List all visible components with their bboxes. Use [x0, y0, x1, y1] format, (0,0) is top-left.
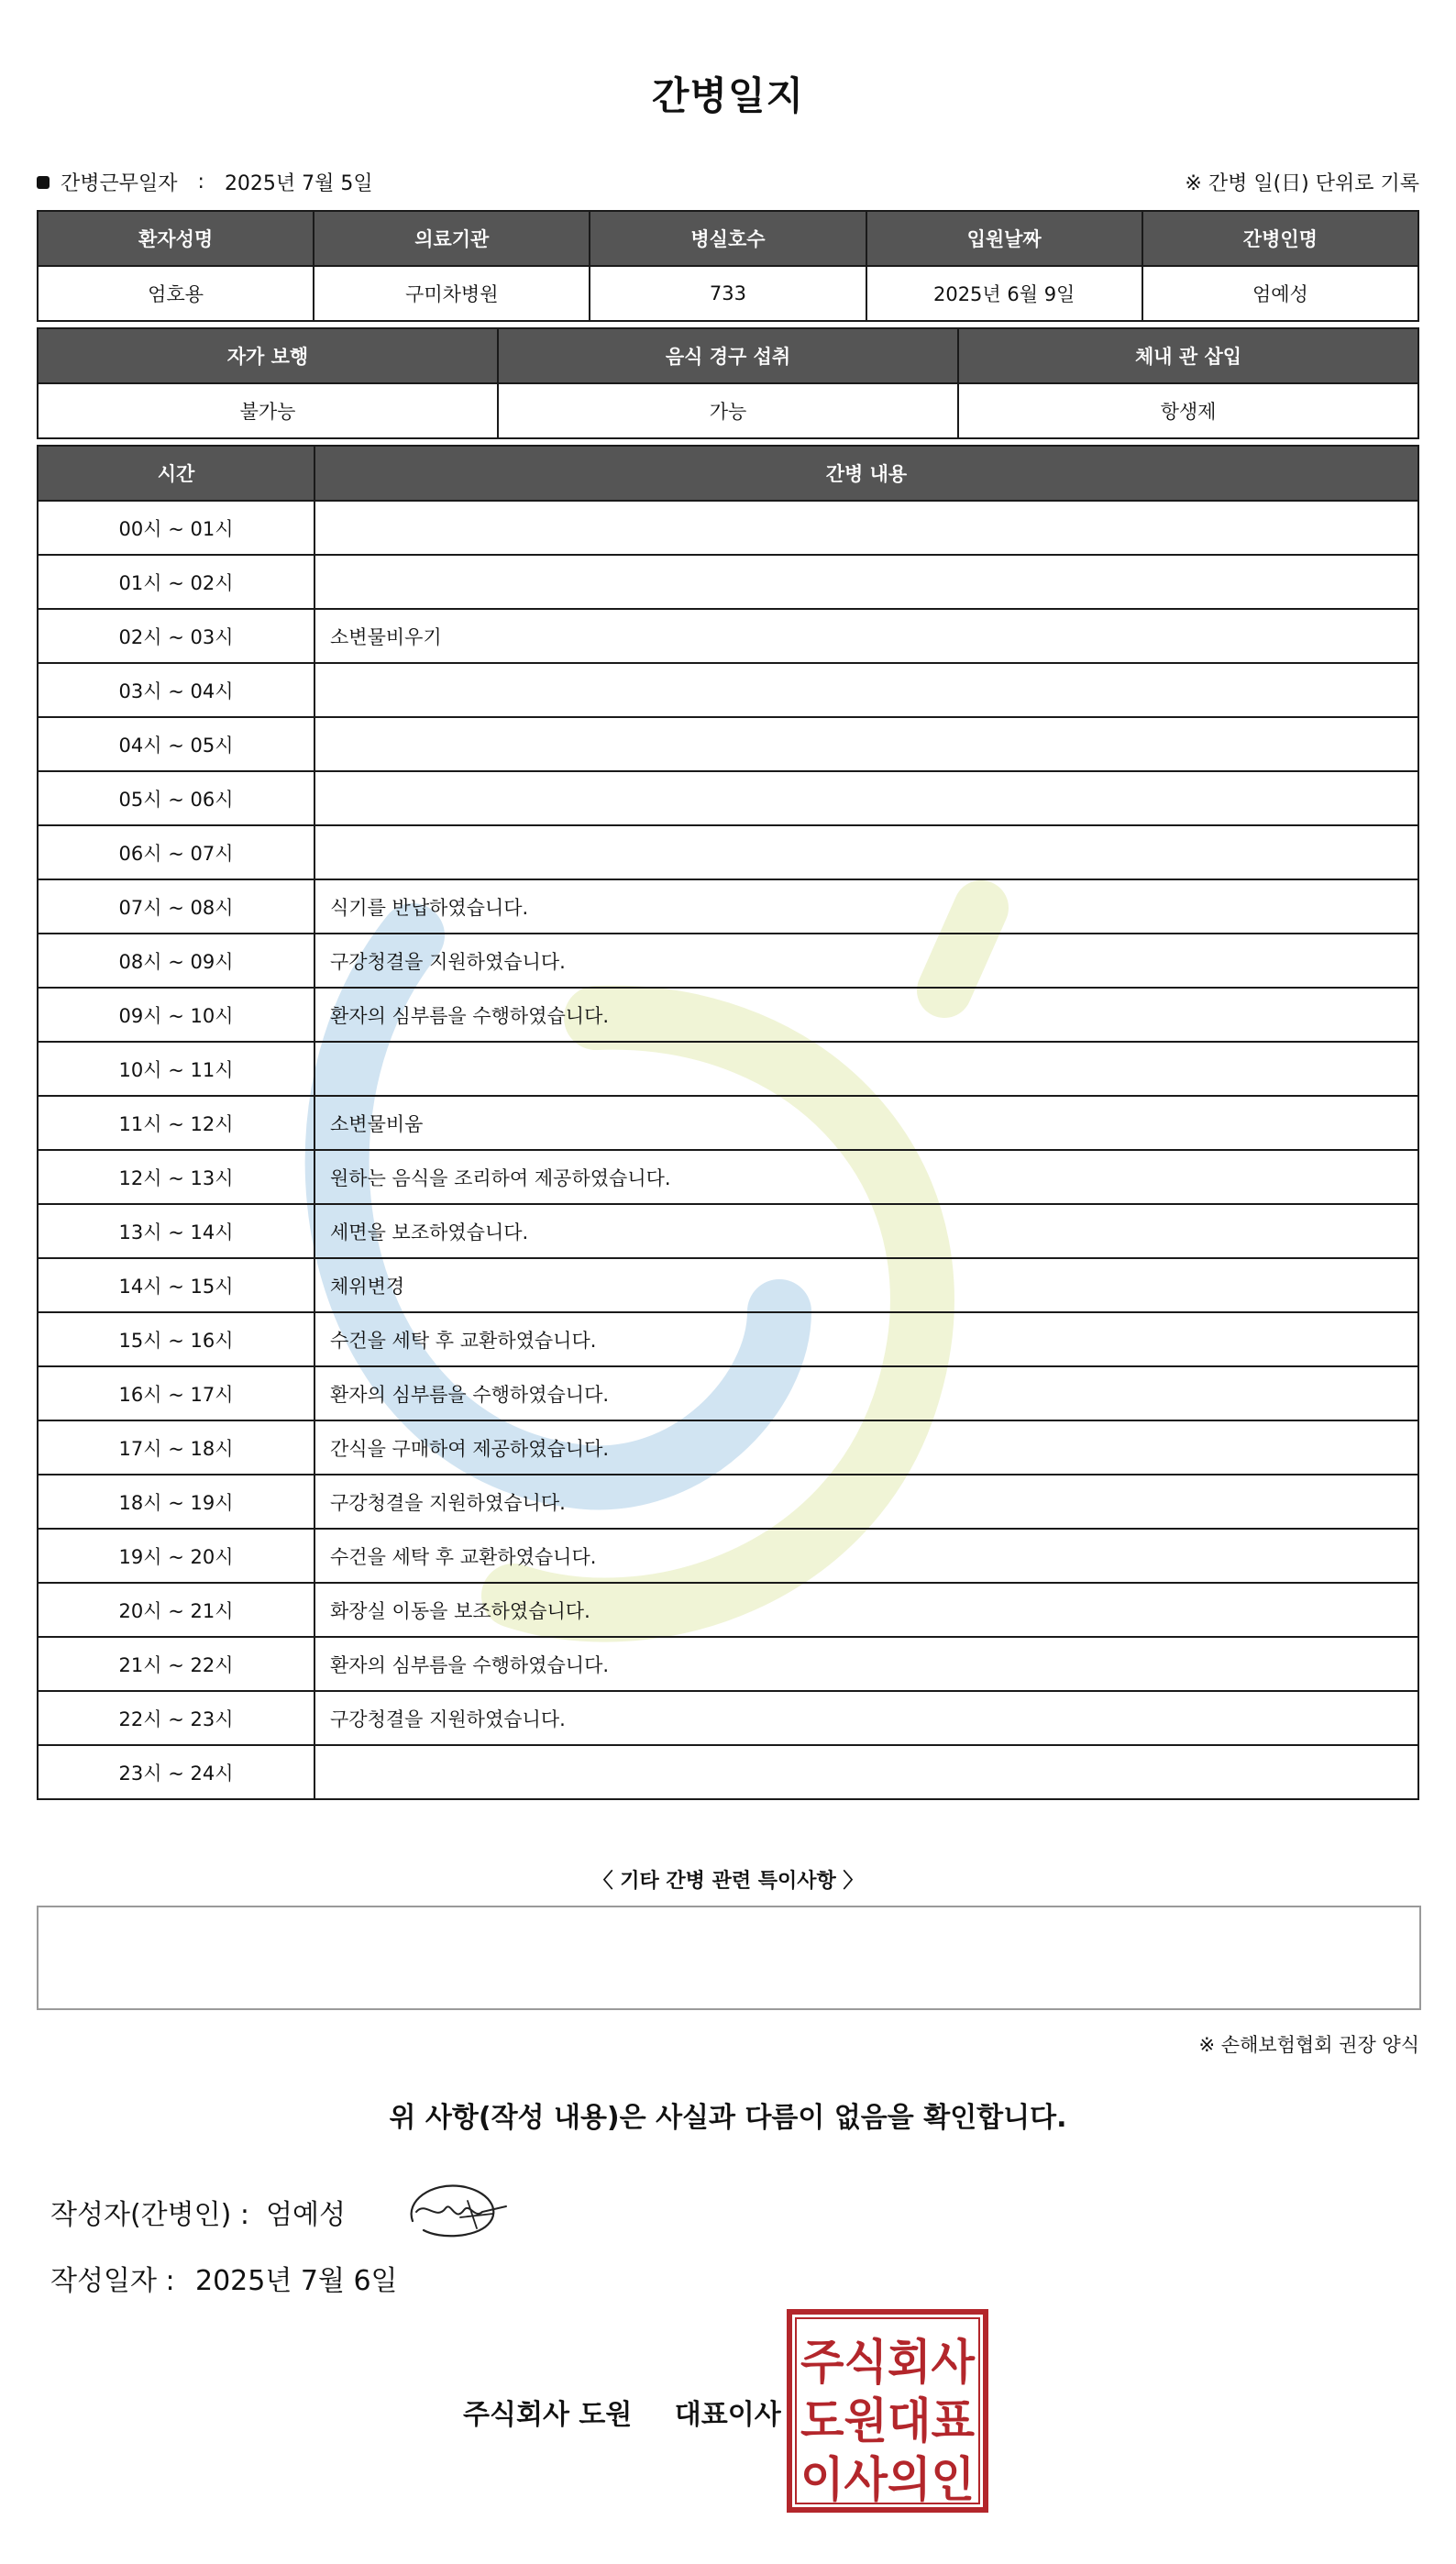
care-log-content: [314, 555, 1418, 609]
care-log-time: 20시 ~ 21시: [38, 1583, 314, 1637]
care-log-content: [314, 825, 1418, 879]
care-log-content: [314, 717, 1418, 771]
care-log-time: 13시 ~ 14시: [38, 1204, 314, 1258]
header-self-walking: 자가 보행: [38, 328, 498, 383]
page-title: 간병일지: [651, 73, 805, 118]
hospital-value: 구미차병원: [314, 266, 590, 321]
care-log-row: [38, 501, 1418, 555]
care-log-time: 01시 ~ 02시: [38, 555, 314, 609]
care-log-content: 구강청결을 지원하였습니다.: [314, 934, 1418, 988]
signature-icon: [403, 2173, 513, 2247]
written-date-value: 2025년 7월 6일: [195, 2265, 398, 2297]
care-log-row: [38, 1637, 1418, 1691]
care-log-time: 15시 ~ 16시: [38, 1312, 314, 1366]
care-log-time: 17시 ~ 18시: [38, 1420, 314, 1475]
care-log-row: [38, 717, 1418, 771]
care-log-content: [314, 1042, 1418, 1096]
care-log-content: 수건을 세탁 후 교환하였습니다.: [314, 1529, 1418, 1583]
care-log-time: 03시 ~ 04시: [38, 663, 314, 717]
care-log-time: 00시 ~ 01시: [38, 501, 314, 555]
care-log-time: 10시 ~ 11시: [38, 1042, 314, 1096]
care-log-row: [38, 825, 1418, 879]
work-date-value: 2025년 7월 5일: [224, 172, 373, 195]
care-log-time: 19시 ~ 20시: [38, 1529, 314, 1583]
care-log-time: 12시 ~ 13시: [38, 1150, 314, 1204]
care-log-content: 화장실 이동을 보조하였습니다.: [314, 1583, 1418, 1637]
care-log-time: 08시 ~ 09시: [38, 934, 314, 988]
care-log-time: 18시 ~ 19시: [38, 1475, 314, 1529]
care-log-row: [38, 1204, 1418, 1258]
header-time: 시간: [38, 446, 314, 501]
work-date-separator: :: [197, 171, 204, 193]
care-log-content: 세면을 보조하였습니다.: [314, 1204, 1418, 1258]
notes-box: [37, 1906, 1421, 2010]
care-log-time: 07시 ~ 08시: [38, 879, 314, 934]
care-log-content: 원하는 음식을 조리하여 제공하였습니다.: [314, 1150, 1418, 1204]
room-number-value: 733: [590, 266, 866, 321]
care-log-row: [38, 663, 1418, 717]
care-log-row: [38, 1096, 1418, 1150]
care-log-content: 소변물비우기: [314, 609, 1418, 663]
header-oral-intake: 음식 경구 섭취: [498, 328, 958, 383]
patient-status-value-row: [38, 383, 1418, 438]
admission-date-value: 2025년 6월 9일: [866, 266, 1142, 321]
care-log-content: [314, 1745, 1418, 1799]
care-log-time: 16시 ~ 17시: [38, 1366, 314, 1420]
company-representative-title: 대표이사: [674, 2399, 781, 2431]
company-name: 주식회사 도원: [463, 2399, 633, 2431]
care-log-content: 구강청결을 지원하였습니다.: [314, 1691, 1418, 1745]
tube-insertion-value: 항생제: [958, 383, 1418, 438]
header-admission-date: 입원날짜: [866, 211, 1142, 266]
caregiver-name-value: 엄예성: [1142, 266, 1418, 321]
care-log-row: [38, 988, 1418, 1042]
header-patient-name: 환자성명: [38, 211, 314, 266]
care-log-row: [38, 771, 1418, 825]
care-log-row: [38, 1150, 1418, 1204]
care-log-row: [38, 1583, 1418, 1637]
meta-row: [37, 168, 1419, 199]
care-log-time: 05시 ~ 06시: [38, 771, 314, 825]
care-log-time: 04시 ~ 05시: [38, 717, 314, 771]
care-log-row: [38, 1042, 1418, 1096]
care-log-content: 체위변경: [314, 1258, 1418, 1312]
care-log-row: [38, 879, 1418, 934]
header-tube-insertion: 체내 관 삽입: [958, 328, 1418, 383]
care-log-table: [37, 445, 1419, 1800]
header-hospital: 의료기관: [314, 211, 590, 266]
care-log-content: [314, 771, 1418, 825]
header-room-number: 병실호수: [590, 211, 866, 266]
care-log-time: 14시 ~ 15시: [38, 1258, 314, 1312]
square-bullet-icon: [37, 176, 50, 189]
company-seal-icon: [787, 2309, 988, 2513]
svg-text:주식회사: 주식회사: [800, 2336, 976, 2391]
writer-row: [50, 2192, 346, 2232]
care-log-content: 식기를 반납하였습니다.: [314, 879, 1418, 934]
care-log-content: 환자의 심부름을 수행하였습니다.: [314, 988, 1418, 1042]
care-log-row: [38, 1366, 1418, 1420]
patient-info-table: [37, 210, 1419, 322]
care-log-time: 02시 ~ 03시: [38, 609, 314, 663]
care-log-time: 22시 ~ 23시: [38, 1691, 314, 1745]
patient-name-value: 엄호용: [38, 266, 314, 321]
header-caregiver-name: 간병인명: [1142, 211, 1418, 266]
care-log-header-row: [38, 446, 1418, 501]
care-log-time: 09시 ~ 10시: [38, 988, 314, 1042]
header-care-content: 간병 내용: [314, 446, 1418, 501]
work-date-label: 간병근무일자: [61, 172, 178, 195]
writer-label: 작성자(간병인) :: [50, 2199, 249, 2231]
oral-intake-value: 가능: [498, 383, 958, 438]
writer-name: 엄예성: [266, 2199, 346, 2231]
care-log-time: 23시 ~ 24시: [38, 1745, 314, 1799]
work-date-group: [37, 168, 373, 196]
care-log-row: [38, 1420, 1418, 1475]
care-log-row: [38, 1529, 1418, 1583]
care-log-content: 구강청결을 지원하였습니다.: [314, 1475, 1418, 1529]
written-date-row: [50, 2258, 398, 2298]
care-log-row: [38, 1745, 1418, 1799]
care-log-content: 수건을 세탁 후 교환하였습니다.: [314, 1312, 1418, 1366]
care-log-row: [38, 1312, 1418, 1366]
care-log-content: 소변물비움: [314, 1096, 1418, 1150]
care-log-time: 21시 ~ 22시: [38, 1637, 314, 1691]
confirmation-statement: 위 사항(작성 내용)은 사실과 다름이 없음을 확인합니다.: [389, 2102, 1067, 2134]
daily-record-note: ※ 간병 일(日) 단위로 기록: [1185, 172, 1419, 195]
care-log-row: [38, 609, 1418, 663]
care-log-content: [314, 663, 1418, 717]
care-log-time: 06시 ~ 07시: [38, 825, 314, 879]
self-walking-value: 불가능: [38, 383, 498, 438]
svg-text:이사의인: 이사의인: [800, 2453, 975, 2508]
care-log-content: 환자의 심부름을 수행하였습니다.: [314, 1637, 1418, 1691]
company-signature-line: [463, 2392, 781, 2432]
patient-info-header-row: [38, 211, 1418, 266]
patient-info-value-row: [38, 266, 1418, 321]
notes-title: 〈 기타 간병 관련 특이사항 〉: [592, 1870, 864, 1893]
recommendation-note: ※ 손해보험협회 권장 양식: [1198, 2034, 1419, 2056]
care-log-row: [38, 934, 1418, 988]
svg-text:도원대표: 도원대표: [800, 2394, 975, 2449]
care-log-row: [38, 1475, 1418, 1529]
care-log-time: 11시 ~ 12시: [38, 1096, 314, 1150]
care-log-row: [38, 1258, 1418, 1312]
care-log-row: [38, 555, 1418, 609]
patient-status-table: [37, 327, 1419, 439]
care-log-content: 환자의 심부름을 수행하였습니다.: [314, 1366, 1418, 1420]
care-log-row: [38, 1691, 1418, 1745]
care-log-rows: [38, 501, 1418, 1799]
care-log-content: [314, 501, 1418, 555]
patient-status-header-row: [38, 328, 1418, 383]
written-date-label: 작성일자 :: [50, 2265, 175, 2297]
care-log-content: 간식을 구매하여 제공하였습니다.: [314, 1420, 1418, 1475]
